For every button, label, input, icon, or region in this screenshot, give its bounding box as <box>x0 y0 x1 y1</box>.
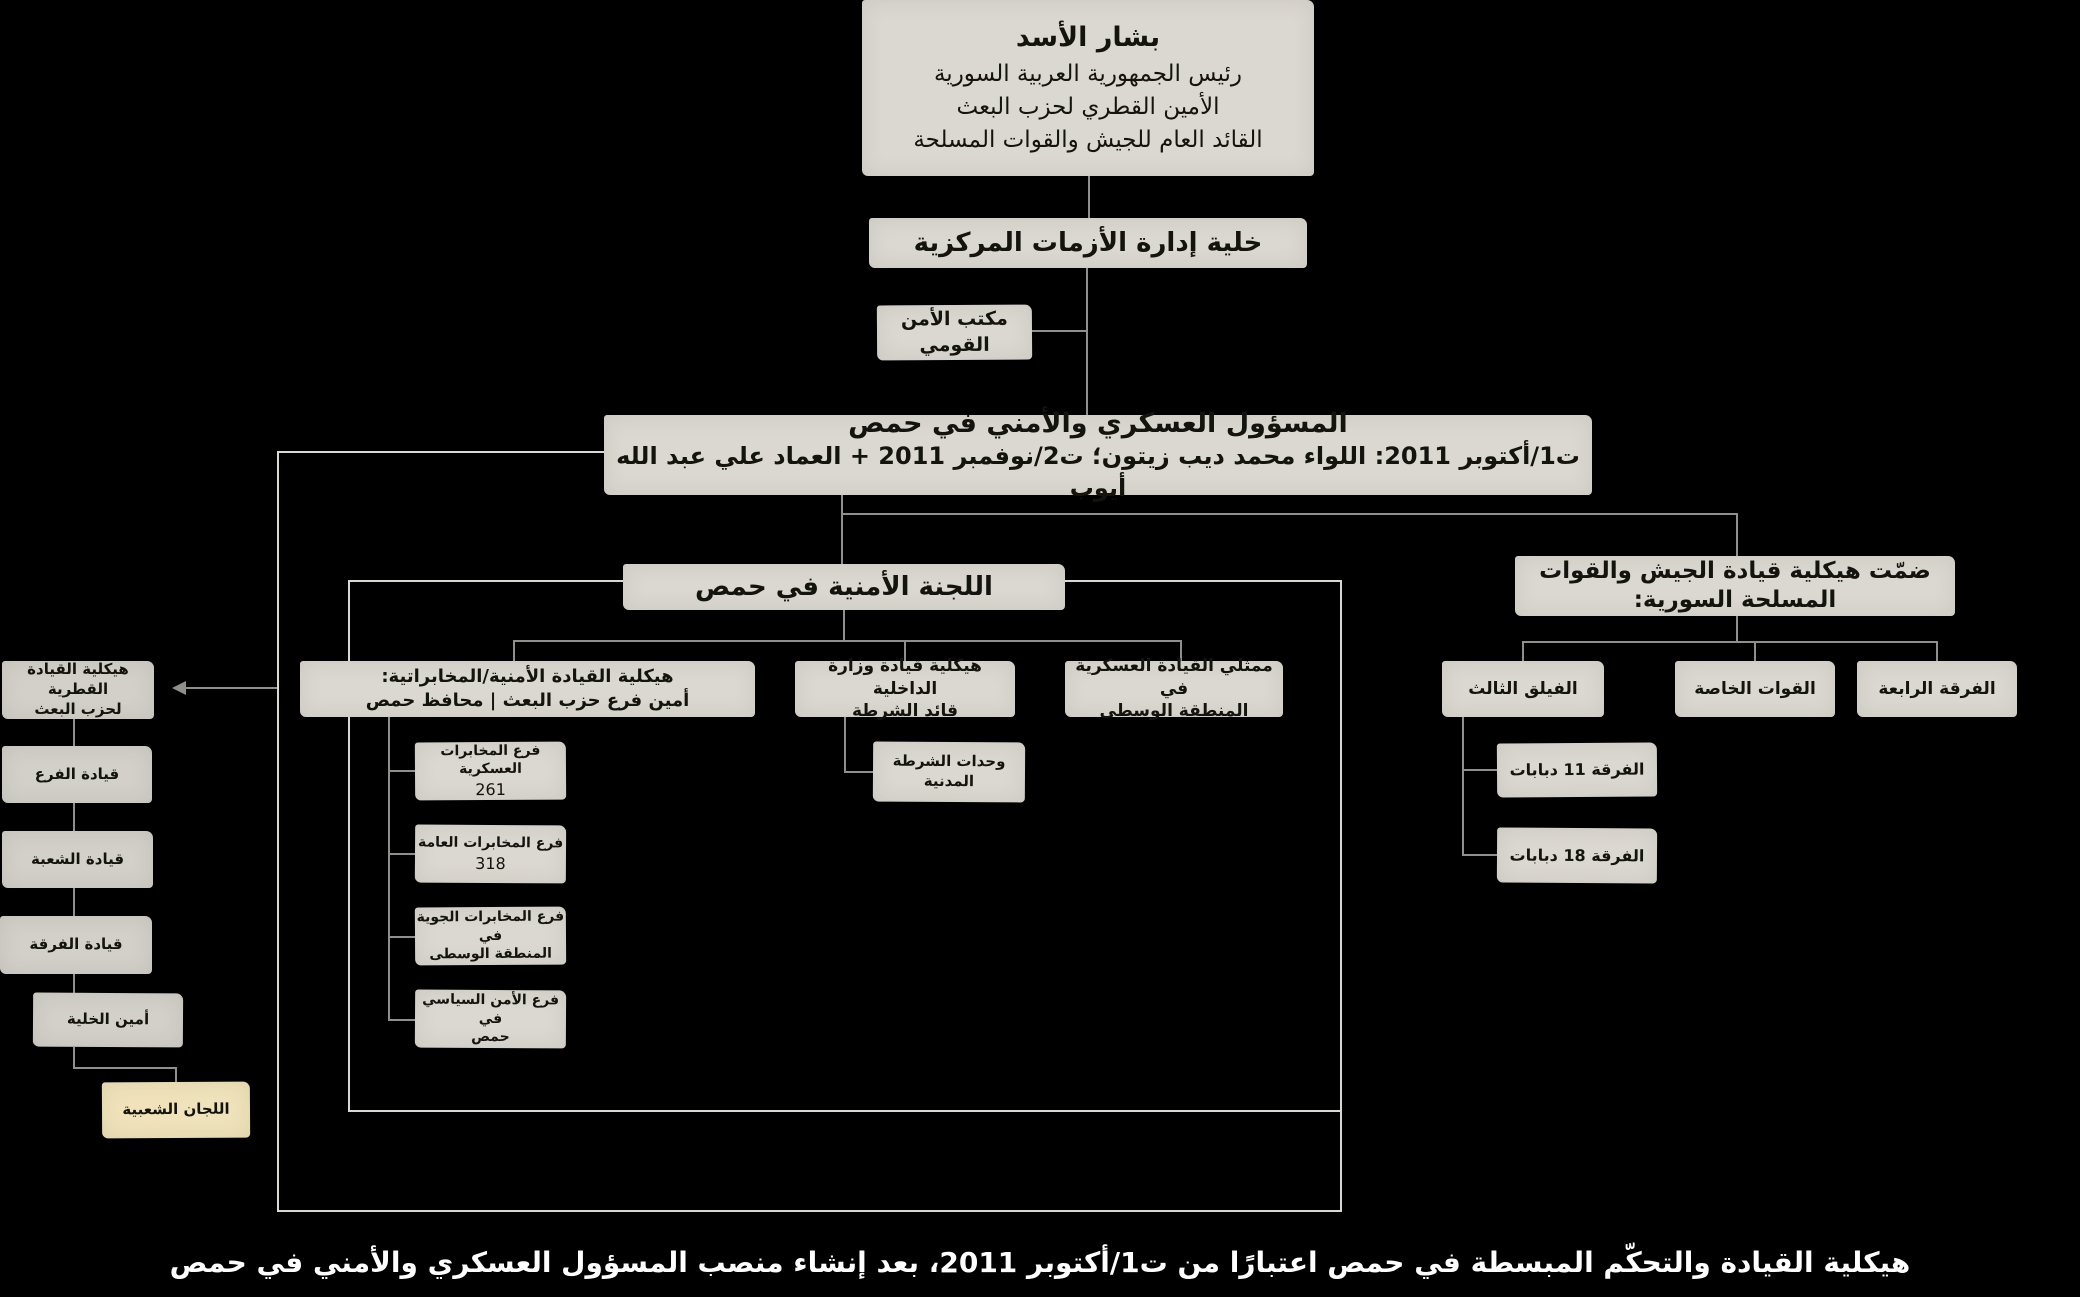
air-intel-branch-line2: المنطقة الوسطى <box>429 945 552 963</box>
crisis-cell-label: خلية إدارة الأزمات المركزية <box>913 227 1263 258</box>
connector-drop-fourth-division <box>1936 641 1938 661</box>
connector-official-army-v <box>1736 513 1738 556</box>
connector-army-down <box>1736 616 1738 643</box>
node-military-reps <box>1065 656 1283 722</box>
baath-national-command-line2: لحزب البعث <box>34 699 122 718</box>
connector-official-committee <box>841 495 843 564</box>
arrow-line-baath <box>186 687 277 689</box>
branch-command-label: قيادة الفرع <box>34 764 120 783</box>
node-air-intel-branch <box>415 907 566 966</box>
national-security-office-label: مكتب الأمن القومي <box>900 308 1008 356</box>
node-baath-national-command <box>2 661 154 719</box>
connector-bashar-crisis <box>1088 176 1090 218</box>
connector-baath-3 <box>73 888 75 916</box>
node-division-11 <box>1497 743 1657 798</box>
connector-third-corps-spine <box>1462 717 1464 856</box>
bashar-role-2: الأمين القطري لحزب البعث <box>956 93 1220 120</box>
node-bashar <box>862 0 1314 176</box>
connector-stub-branch261 <box>388 770 415 772</box>
connector-drop-third-corps <box>1522 641 1524 661</box>
general-intel-branch-name: فرع المخابرات العامة <box>417 834 564 852</box>
division-18-label: الفرقة 18 دبابات <box>1509 845 1645 866</box>
outer-frame-top <box>277 451 604 453</box>
node-interior-ministry <box>795 656 1015 722</box>
node-military-intel-branch <box>415 742 566 801</box>
section-command-label: قيادة الشعبة <box>30 849 125 868</box>
bashar-role-3: القائد العام للجيش والقوات المسلحة <box>913 127 1263 154</box>
node-branch-command <box>2 746 152 803</box>
civil-police-label: وحدات الشرطة المدنية <box>892 751 1006 791</box>
third-corps-label: الفيلق الثالث <box>1468 678 1578 699</box>
baath-national-command-line1: هيكلية القيادة القطرية <box>27 660 129 699</box>
node-intel-leadership <box>300 661 755 717</box>
node-political-security-branch <box>415 990 566 1049</box>
connector-baath-1 <box>73 718 75 746</box>
connector-popular-h <box>73 1067 177 1069</box>
connector-stub-div11 <box>1462 769 1497 771</box>
security-committee-label: اللجنة الأمنية في حمص <box>695 571 993 602</box>
connector-stub-air-intel <box>388 936 415 938</box>
air-intel-branch-line1: فرع المخابرات الجوية في <box>416 908 565 944</box>
node-national-security-office <box>877 305 1032 361</box>
node-third-corps <box>1442 661 1604 717</box>
inner-frame-left <box>348 580 350 1112</box>
interior-ministry-line1: هيكلية قيادة وزارة الداخلية <box>828 656 982 699</box>
connector-popular-v1 <box>73 1047 75 1069</box>
node-section-command <box>2 831 153 888</box>
node-security-committee <box>623 564 1065 610</box>
interior-ministry-line2: قائد الشرطة <box>851 701 959 722</box>
official-title: المسؤول العسكري والأمني في حمص <box>848 407 1348 439</box>
popular-committees-label: اللجان الشعبية <box>122 1099 230 1119</box>
cell-secretary-label: أمين الخلية <box>66 1009 150 1029</box>
connector-intel-spine <box>388 717 390 1021</box>
division-command-label: قيادة الفرقة <box>29 935 123 954</box>
military-reps-line1: ممثلي القيادة العسكرية في <box>1075 656 1273 699</box>
node-fourth-division <box>1857 661 2017 717</box>
node-general-intel-branch <box>415 825 566 884</box>
connector-official-army-h <box>841 513 1738 515</box>
node-army-command <box>1515 556 1955 616</box>
connector-stub-political-security <box>388 1019 415 1021</box>
node-special-forces <box>1675 661 1835 717</box>
political-security-branch-line1: فرع الأمن السياسي في <box>422 991 560 1027</box>
official-subtitle: ت1/أكتوبر 2011: اللواء محمد ديب زيتون؛ ت2/نوفمبر 2011 + العماد علي عبد الله أيوب <box>616 442 1580 502</box>
bashar-title: بشار الأسد <box>1015 22 1161 54</box>
intel-leadership-line1: هيكلية القيادة الأمنية/المخابراتية: <box>381 666 674 688</box>
army-command-line1: ضمّت هيكلية قيادة الجيش والقوات <box>1539 558 1931 585</box>
connector-committee-spread <box>513 640 1182 642</box>
connector-nso <box>1032 330 1088 332</box>
node-division-command <box>0 916 152 974</box>
inner-frame-top-left <box>348 580 623 582</box>
connector-army-spread <box>1522 641 1938 643</box>
connector-crisis-official <box>1086 268 1088 415</box>
connector-drop-intel-leadership <box>513 640 515 661</box>
military-reps-line2: المنطقة الوسطى <box>1099 701 1249 722</box>
node-crisis-cell <box>869 218 1307 268</box>
outer-frame-right <box>1340 580 1342 1212</box>
bashar-role-1: رئيس الجمهورية العربية السورية <box>933 60 1243 87</box>
connector-stub-div18 <box>1462 854 1497 856</box>
division-11-label: الفرقة 11 دبابات <box>1509 760 1645 780</box>
node-civil-police <box>873 742 1025 803</box>
outer-frame-bottom <box>277 1210 1342 1212</box>
connector-stub-branch318 <box>388 853 415 855</box>
inner-frame-top-right <box>1065 580 1342 582</box>
connector-baath-2 <box>73 803 75 831</box>
political-security-branch-line2: حمص <box>471 1029 510 1046</box>
connector-drop-special-forces <box>1754 641 1756 661</box>
special-forces-label: القوات الخاصة <box>1694 678 1816 699</box>
inner-frame-bottom <box>348 1110 1342 1112</box>
army-command-line2: المسلحة السورية: <box>1633 587 1837 613</box>
connector-baath-4 <box>73 974 75 993</box>
military-intel-branch-name: فرع المخابرات العسكرية <box>440 742 541 778</box>
general-intel-branch-number: 318 <box>475 853 506 873</box>
intel-leadership-line2: أمين فرع حزب البعث | محافظ حمص <box>365 690 690 711</box>
connector-police-v <box>844 717 846 773</box>
connector-police-h <box>844 771 873 773</box>
fourth-division-label: الفرقة الرابعة <box>1878 678 1996 699</box>
military-intel-branch-number: 261 <box>475 779 506 800</box>
node-division-18 <box>1497 828 1657 884</box>
node-cell-secretary <box>33 993 183 1048</box>
outer-frame-left <box>277 451 279 1212</box>
chart-caption: هيكلية القيادة والتحكّم المبسطة في حمص اعتبارًا من ت1/أكتوبر 2011، بعد إنشاء منصب المسؤول العسكري والأمني في حمص <box>169 1246 1911 1279</box>
node-military-security-official <box>604 407 1592 502</box>
connector-committee-down <box>843 610 845 640</box>
arrow-left-icon <box>172 681 186 695</box>
connector-popular-v2 <box>175 1067 177 1082</box>
node-popular-committees <box>102 1082 250 1139</box>
